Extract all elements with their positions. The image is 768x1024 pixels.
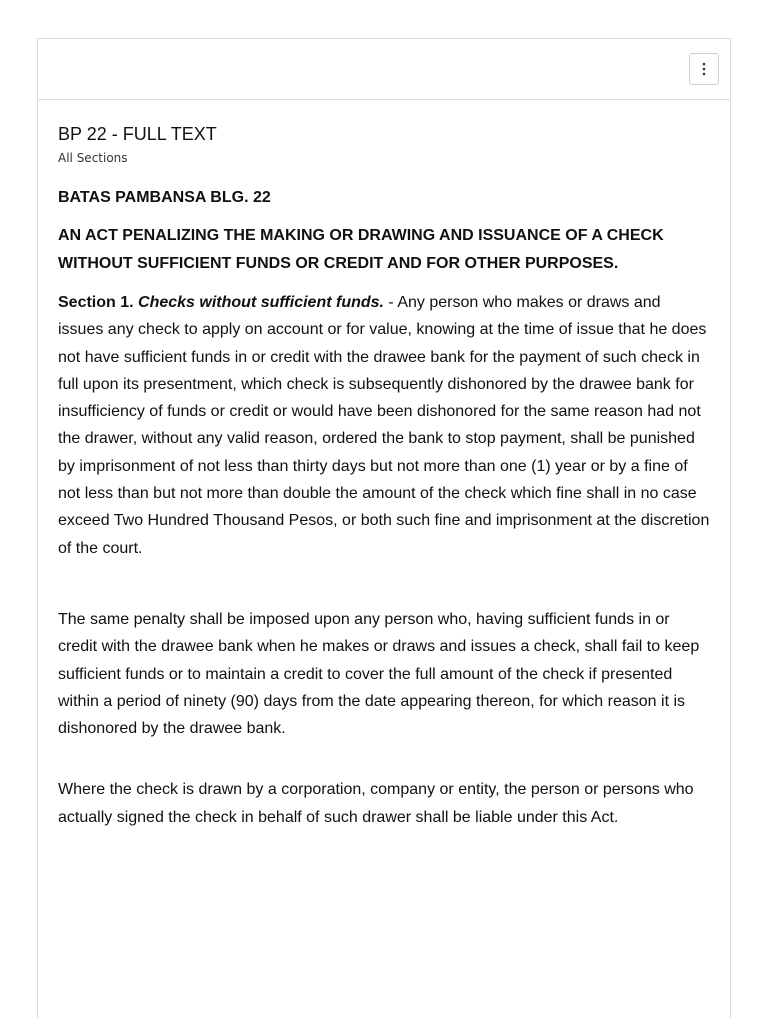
document-toolbar <box>38 39 730 100</box>
document-title: BP 22 - FULL TEXT <box>58 124 217 144</box>
section-1-heading: Checks without sufficient funds. <box>138 294 384 311</box>
more-options-button[interactable] <box>689 53 719 85</box>
act-title: AN ACT PENALIZING THE MAKING OR DRAWING AND ISSUANCE OF A CHECK WITHOUT SUFFICIENT FUNDS OR CREDIT AND FOR OTHER PURPOSES. <box>58 227 664 272</box>
document-card <box>37 38 731 1018</box>
more-vertical-icon <box>702 62 706 76</box>
section-1-text: - Any person who makes or draws and issues any check to apply on account or for value, knowing at the time of issue that he does not have sufficient funds in or credit with the drawee bank for the payment of such check in full upon its presentment, which check is subsequently dishonored by the drawee bank for insufficiency of funds or credit or would have been dishonored for the same reason had not the drawer, without any valid reason, ordered the bank to stop payment, shall be punished by imprisonment of not less than thirty days but not more than one (1) year or by a fine of not less than but not more than double the amount of the check which fine shall in no case exceed Two Hundred Thousand Pesos, or both such fine and imprisonment at the discretion of the court. <box>58 294 710 557</box>
document-content <box>38 100 730 831</box>
paragraph-2: The same penalty shall be imposed upon any person who, having sufficient funds in or credit with the drawee bank when he makes or draws and issues a check, shall fail to keep sufficient funds or to maintain a credit to cover the full amount of the check if presented within a period of ninety (90) days from the date appearing thereon, for which reason it is dishonored by the drawee bank. <box>58 610 700 738</box>
document-subtitle: All Sections <box>58 151 128 165</box>
paragraph-3: Where the check is drawn by a corporation, company or entity, the person or persons who actually signed the check in behalf of such drawer shall be liable under this Act. <box>58 781 694 826</box>
section-1-label: Section 1. <box>58 294 134 311</box>
law-title: BATAS PAMBANSA BLG. 22 <box>58 189 271 206</box>
section-1-paragraph <box>58 289 710 562</box>
